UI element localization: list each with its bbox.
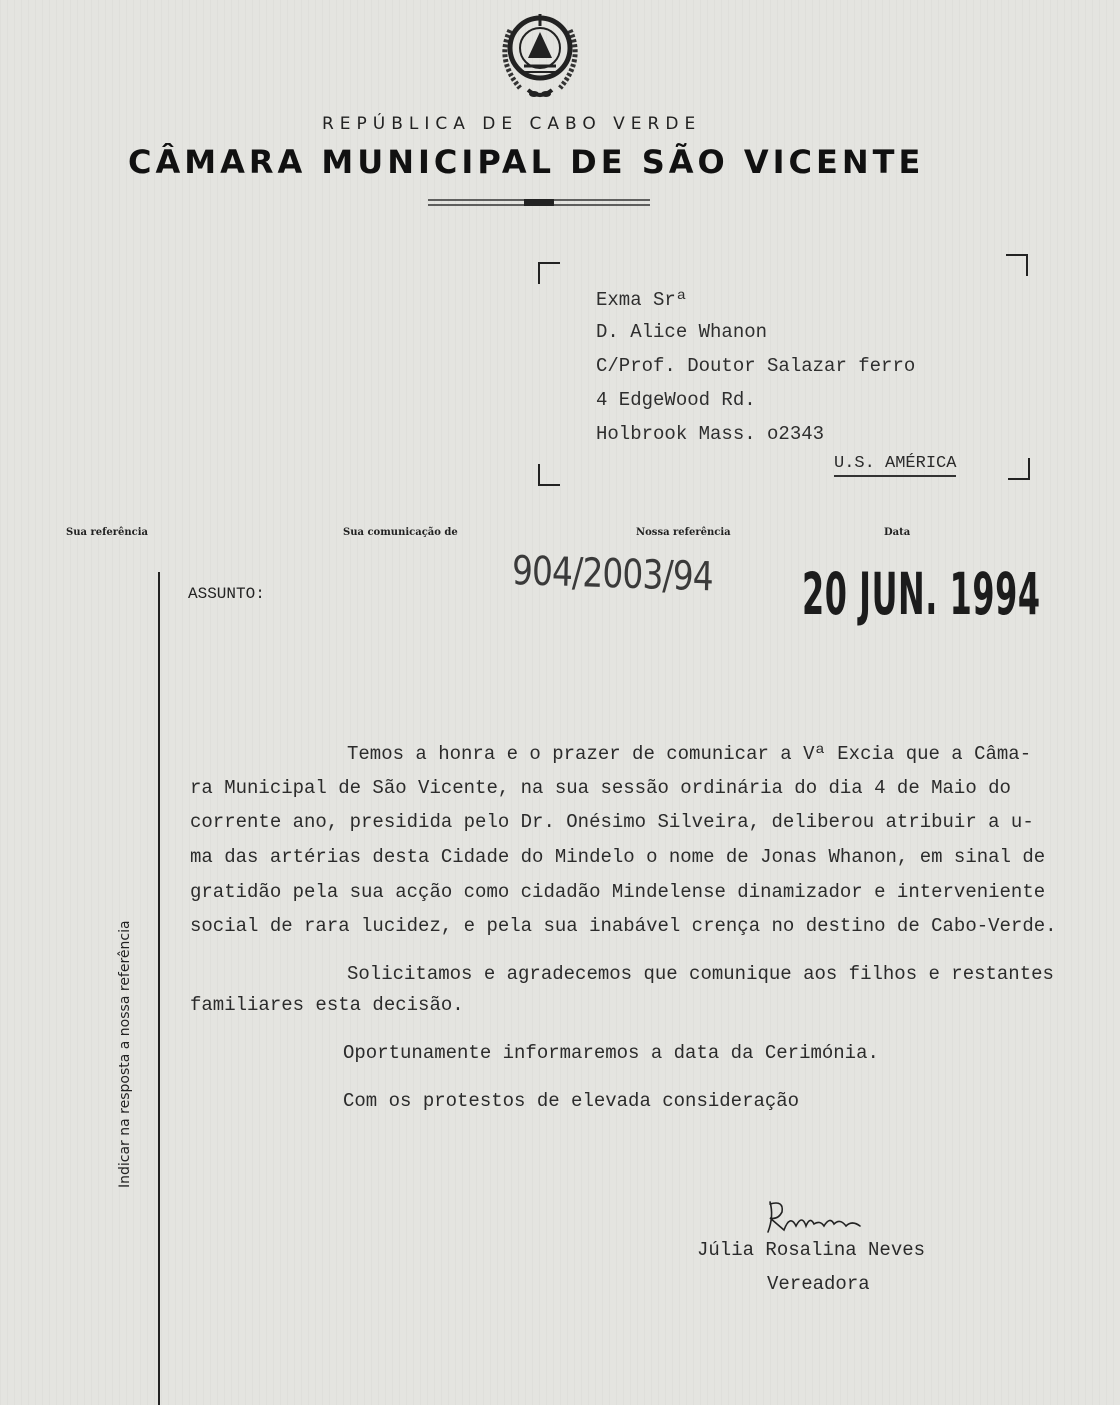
handwritten-signature [762, 1196, 872, 1240]
coat-of-arms-emblem [490, 4, 590, 104]
recipient-line-care-of: C/Prof. Doutor Salazar ferro [596, 355, 916, 377]
recipient-country: U.S. AMÉRICA [834, 454, 956, 477]
recipient-line-city: Holbrook Mass. o2343 [596, 423, 825, 445]
margin-line [158, 572, 160, 1405]
body-line: corrente ano, presidida pelo Dr. Onésimo Silveira, deliberou atribuir a u- [190, 811, 1034, 833]
body-line: ma das artérias desta Cidade do Mindelo o nome de Jonas Whanon, em sinal de [190, 846, 1046, 868]
signatory-name: Júlia Rosalina Neves [697, 1239, 926, 1261]
header-sua-referencia: Sua referência [66, 527, 149, 538]
subject-label: ASSUNTO: [188, 585, 265, 603]
address-corner-bottom-left [538, 464, 560, 486]
handwritten-reference: 904/2003/94 [511, 548, 714, 601]
body-line: gratidão pela sua acção como cidadão Mindelense dinamizador e interveniente [190, 881, 1046, 903]
header-sua-comunicacao: Sua comunicação de [343, 527, 458, 538]
letterhead-divider [428, 196, 650, 210]
closing-line: Com os protestos de elevada consideração [343, 1090, 800, 1112]
recipient-line-street: 4 EdgeWood Rd. [596, 389, 756, 411]
body-line: ra Municipal de São Vicente, na sua sessão ordinária do dia 4 de Maio do [190, 777, 1011, 799]
recipient-line-salutation: Exma Srª [596, 289, 688, 311]
header-nossa-referencia: Nossa referência [636, 527, 731, 538]
margin-reference-note: Indicar na resposta a nossa referência [117, 920, 133, 1188]
body-line: Temos a honra e o prazer de comunicar a Vª Excia que a Câma- [347, 743, 1032, 765]
address-corner-top-right [1006, 254, 1028, 276]
letterhead-republic: REPÚBLICA DE CABO VERDE [322, 114, 702, 134]
signatory-title: Vereadora [767, 1273, 870, 1295]
address-corner-bottom-right [1008, 458, 1030, 480]
recipient-line-name: D. Alice Whanon [596, 321, 768, 343]
header-data: Data [884, 527, 911, 538]
body-line: Solicitamos e agradecemos que comunique aos filhos e restantes [347, 963, 1054, 985]
body-line: social de rara lucidez, e pela sua inabável crença no destino de Cabo-Verde. [190, 915, 1057, 937]
letterhead-chamber: CÂMARA MUNICIPAL DE SÃO VICENTE [128, 143, 925, 181]
date-stamp: 20 JUN. 1994 [802, 560, 1041, 628]
body-line: Oportunamente informaremos a data da Cerimónia. [343, 1042, 879, 1064]
body-line: familiares esta decisão. [190, 994, 464, 1016]
address-corner-top-left [538, 262, 560, 284]
